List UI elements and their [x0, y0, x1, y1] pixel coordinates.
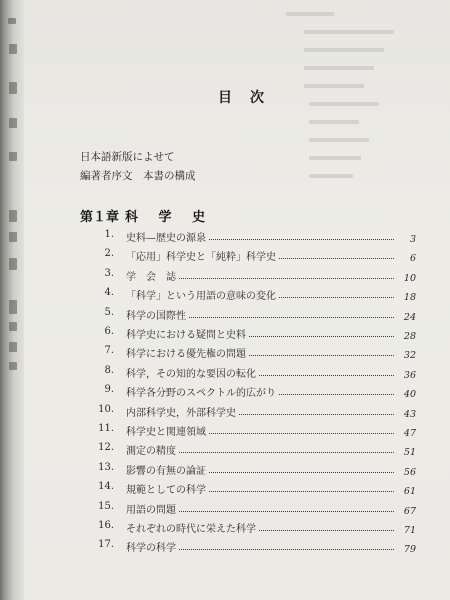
show-through: [304, 48, 384, 52]
show-through: [309, 156, 361, 160]
toc-entry-page: 36: [403, 370, 416, 381]
show-through: [309, 138, 369, 142]
toc-entry: [96, 287, 416, 303]
toc-entry-number: 13.: [98, 462, 114, 473]
show-through: [304, 84, 364, 88]
toc-entry-page: 61: [403, 486, 416, 497]
toc-title: 目 次: [218, 90, 266, 106]
toc-entry-leader: [249, 354, 394, 356]
toc-entry: [96, 423, 416, 439]
toc-entry-leader: [209, 432, 394, 434]
toc-entry: [96, 384, 416, 400]
bleed-mark: [9, 152, 17, 161]
toc-entry-leader: [189, 316, 394, 318]
toc-entry: [96, 345, 416, 361]
toc-entry-number: 1.: [104, 229, 114, 240]
toc-entry-number: 8.: [104, 365, 114, 376]
toc-entry-number: 12.: [98, 442, 114, 453]
toc-entry-page: 6: [409, 253, 416, 264]
toc-entry-title: 科学，その知的な要因の転化: [126, 369, 256, 380]
toc-entry-number: 16.: [98, 520, 114, 531]
toc-entry-title: 科学各分野のスペクトル的広がり: [126, 388, 276, 399]
toc-entry-number: 9.: [104, 384, 114, 395]
front-matter-item: 日本語新版によせて: [80, 151, 175, 163]
toc-entry-leader: [209, 471, 394, 473]
show-through: [304, 30, 394, 34]
toc-entry-number: 5.: [104, 307, 114, 318]
toc-entry-title: 「科学」という用語の意味の変化: [126, 291, 276, 302]
toc-entry: [96, 501, 416, 517]
toc-entry-leader: [239, 413, 394, 415]
toc-entry: [96, 229, 416, 245]
bleed-mark: [9, 322, 17, 331]
toc-entry-number: 3.: [104, 268, 114, 279]
toc-entry-leader: [209, 238, 394, 240]
toc-entry-leader: [279, 393, 394, 395]
toc-entry-leader: [179, 510, 394, 512]
toc-entry: [96, 442, 416, 458]
chapter-heading: [80, 206, 213, 225]
toc-entry-title: 用語の問題: [126, 505, 176, 516]
toc-entry-leader: [249, 335, 394, 337]
toc-entry-leader: [179, 548, 394, 550]
toc-entry-number: 2.: [104, 248, 114, 259]
toc-entry-number: 11.: [98, 423, 114, 434]
bleed-mark: [9, 342, 17, 352]
toc-entry-page: 3: [409, 234, 416, 245]
toc-entry: [96, 268, 416, 284]
toc-entry: [96, 539, 416, 555]
toc-entry-page: 51: [403, 447, 416, 458]
toc-entry-title: 「応用」科学史と「純粋」科学史: [126, 252, 276, 263]
toc-entry-number: 4.: [104, 287, 114, 298]
toc-entry: [96, 404, 416, 420]
toc-entry-title: 史料—歴史の源泉: [126, 233, 206, 244]
toc-entry-leader: [279, 257, 394, 259]
front-matter-item: 編著者序文 本書の構成: [80, 170, 196, 182]
toc-entry-title: 影響の有無の論証: [126, 466, 206, 477]
toc-entry-page: 32: [403, 350, 416, 361]
toc-entry-title: 科学の科学: [126, 543, 176, 554]
bleed-mark: [9, 82, 17, 94]
toc-entry-title: 規範としての科学: [126, 485, 206, 496]
toc-entry-title: 科学の国際性: [126, 311, 186, 322]
bleed-mark: [9, 118, 17, 128]
toc-entry: [96, 248, 416, 264]
bleed-mark: [9, 44, 17, 54]
toc-entry: [96, 365, 416, 381]
toc-entry-title: 科学史における疑問と史料: [126, 330, 246, 341]
toc-entry-leader: [259, 374, 394, 376]
toc-entry-page: 10: [403, 273, 416, 284]
toc-entry: [96, 520, 416, 536]
toc-entry-page: 79: [403, 544, 416, 555]
show-through: [309, 102, 379, 106]
toc-entry-leader: [209, 490, 394, 492]
toc-entry-number: 10.: [98, 404, 114, 415]
toc-entry-leader: [259, 529, 394, 531]
bleed-mark: [8, 18, 16, 24]
chapter-label: 第１章: [80, 210, 120, 225]
show-through: [309, 120, 359, 124]
toc-entry-page: 28: [403, 331, 416, 342]
toc-entry: [96, 307, 416, 323]
bleed-mark: [9, 300, 17, 314]
bleed-mark: [9, 232, 17, 242]
toc-entry-leader: [179, 451, 394, 453]
toc-entry-page: 67: [403, 506, 416, 517]
bleed-mark: [9, 258, 17, 270]
toc-entry-page: 47: [403, 428, 416, 439]
toc-entry-title: 科学における優先権の問題: [126, 349, 246, 360]
bleed-mark: [9, 210, 17, 222]
bleed-mark: [9, 362, 17, 370]
toc-entry-title: 測定の精度: [126, 446, 176, 457]
chapter-title: 科 学 史: [125, 210, 214, 225]
toc-entry-page: 71: [403, 525, 416, 536]
toc-entry: [96, 462, 416, 478]
toc-entry-page: 24: [403, 312, 416, 323]
left-page-edge: [0, 0, 24, 600]
toc-entry-number: 15.: [98, 501, 114, 512]
toc-entry-title: 科学史と関連領域: [126, 427, 206, 438]
toc-entry-page: 18: [403, 292, 416, 303]
toc-entry-leader: [279, 296, 394, 298]
toc-entry-page: 40: [403, 389, 416, 400]
toc-entry: [96, 481, 416, 497]
toc-entry: [96, 326, 416, 342]
toc-entry-number: 17.: [98, 539, 114, 550]
toc-entry-page: 43: [403, 409, 416, 420]
toc-entry-number: 7.: [104, 345, 114, 356]
toc-entry-number: 6.: [104, 326, 114, 337]
toc-entry-page: 56: [403, 467, 416, 478]
toc-entry-title: 学 会 誌: [126, 272, 176, 283]
toc-entry-title: それぞれの時代に栄えた科学: [126, 524, 256, 535]
toc-entry-leader: [179, 277, 394, 279]
toc-entry-number: 14.: [98, 481, 114, 492]
show-through: [304, 66, 374, 70]
toc-entry-title: 内部科学史，外部科学史: [126, 408, 236, 419]
show-through: [309, 174, 353, 178]
show-through: [286, 12, 334, 16]
